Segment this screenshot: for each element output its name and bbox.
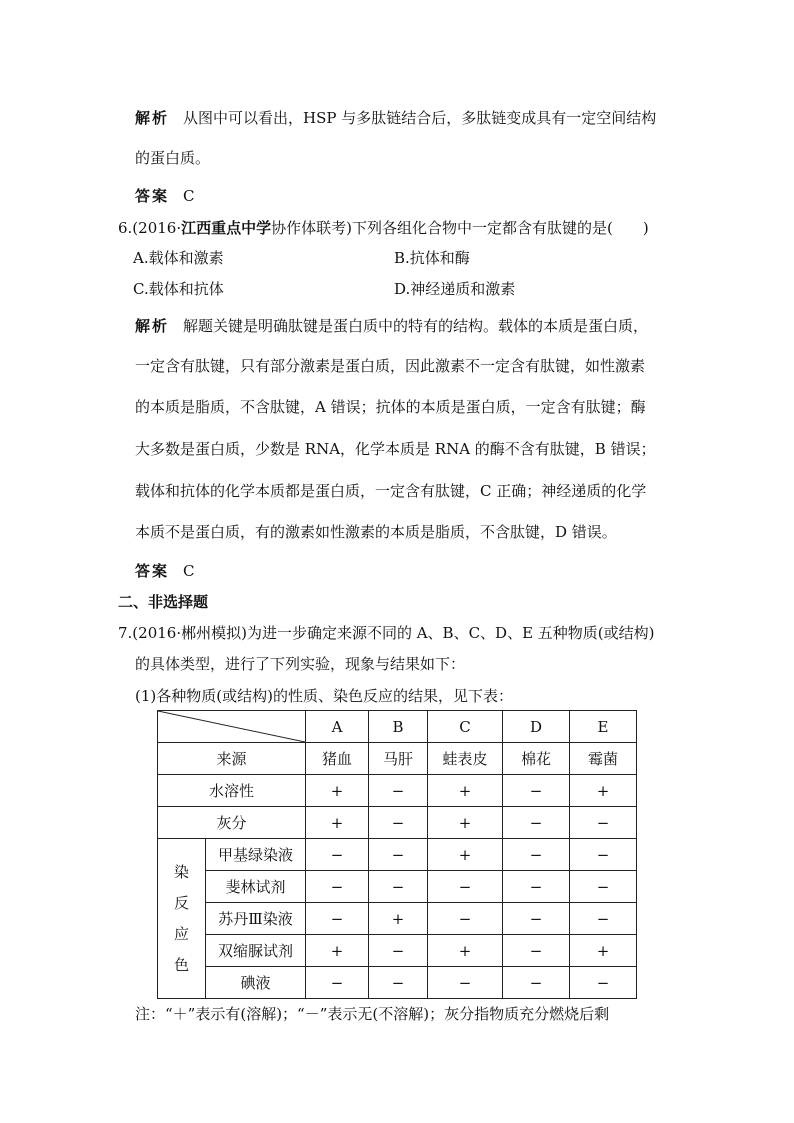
table-cell: + xyxy=(306,935,369,967)
group-label-char: 染 xyxy=(173,862,189,881)
analysis-text-line: 本质不是蛋白质，有的激素如性激素的本质是脂质，不含肽键，D 错误。 xyxy=(135,523,617,541)
table-cell: − xyxy=(306,839,369,871)
analysis-text-line: 载体和抗体的化学本质都是蛋白质，一定含有肽键，C 正确；神经递质的化学 xyxy=(135,482,647,500)
table-cell: + xyxy=(306,807,369,839)
analysis-text-line: 的本质是脂质，不含肽键，A 错误；抗体的本质是蛋白质，一定含有肽键；酶 xyxy=(135,398,646,416)
table-cell: − xyxy=(570,807,637,839)
table-cell: − xyxy=(503,967,570,999)
table-row xyxy=(158,839,637,871)
row-label: 碘液 xyxy=(206,967,306,999)
table-cell: − xyxy=(369,839,428,871)
diagonal-header-cell xyxy=(158,711,306,743)
option-a: A.载体和激素 xyxy=(133,249,224,267)
table-cell: − xyxy=(503,903,570,935)
analysis-text-line: 从图中可以看出，HSP 与多肽链结合后，多肽链变成具有一定空间结构 xyxy=(183,109,657,127)
table-cell: − xyxy=(503,775,570,807)
table-cell: + xyxy=(306,775,369,807)
row-label: 水溶性 xyxy=(158,775,306,807)
question-6-suffix: 协作体联考)下列各组化合物中一定都含有肽键的是( ) xyxy=(271,219,649,237)
question-6-stem xyxy=(118,218,649,238)
group-label-char: 反 xyxy=(173,893,189,912)
answer-label: 答案 xyxy=(135,187,170,205)
question-7-line-1: 7.(2016·郴州模拟)为进一步确定来源不同的 A、B、C、D、E 五种物质(或结构) xyxy=(118,624,655,642)
analysis-text-line: 一定含有肽键，只有部分激素是蛋白质，因此激素不一定含有肽键，如性激素 xyxy=(135,357,646,375)
row-label: 来源 xyxy=(158,743,306,775)
stain-reaction-group-label xyxy=(158,839,206,999)
row-label: 苏丹Ⅲ染液 xyxy=(206,903,306,935)
answer-label: 答案 xyxy=(135,562,170,580)
table-cell: − xyxy=(503,807,570,839)
question-7-line-2: 的具体类型，进行了下列实验，现象与结果如下： xyxy=(135,655,466,673)
option-b: B.抗体和酶 xyxy=(394,249,470,267)
table-cell: − xyxy=(306,967,369,999)
analysis-label: 解析 xyxy=(135,109,170,127)
row-label: 斐林试剂 xyxy=(206,871,306,903)
table-cell: − xyxy=(428,967,503,999)
question-7-line-3: (1)各种物质(或结构)的性质、染色反应的结果，见下表： xyxy=(135,687,513,705)
table-row xyxy=(158,967,637,999)
table-note: 注：“＋”表示有(溶解)；“－”表示无(不溶解)；灰分指物质充分燃烧后剩 xyxy=(135,1005,610,1023)
section-2-title: 二、非选择题 xyxy=(118,593,209,611)
row-label: 甲基绿染液 xyxy=(206,839,306,871)
table-cell: − xyxy=(503,839,570,871)
analysis-text-line: 的蛋白质。 xyxy=(135,149,211,167)
option-c: C.载体和抗体 xyxy=(133,280,224,298)
table-cell: − xyxy=(428,871,503,903)
row-label: 双缩脲试剂 xyxy=(206,935,306,967)
table-cell: − xyxy=(503,935,570,967)
table-cell: + xyxy=(428,807,503,839)
table-cell: + xyxy=(570,935,637,967)
table-cell: 猪血 xyxy=(306,743,369,775)
table-cell: − xyxy=(570,967,637,999)
table-cell: + xyxy=(369,903,428,935)
table-cell: − xyxy=(570,871,637,903)
group-label-char: 应 xyxy=(173,924,189,943)
row-label: 灰分 xyxy=(158,807,306,839)
table-row xyxy=(158,743,637,775)
option-d: D.神经递质和激素 xyxy=(394,280,516,298)
column-header: A xyxy=(306,711,369,743)
table-cell: + xyxy=(428,775,503,807)
analysis-text-line: 大多数是蛋白质，少数是 RNA，化学本质是 RNA 的酶不含有肽键，B 错误； xyxy=(135,440,656,458)
answer-block-6 xyxy=(135,561,195,581)
experiment-results-table xyxy=(157,710,637,999)
group-label-char: 色 xyxy=(173,955,189,974)
table-cell: 马肝 xyxy=(369,743,428,775)
table-cell: + xyxy=(570,775,637,807)
table-cell: 蛙表皮 xyxy=(428,743,503,775)
table-cell: + xyxy=(428,935,503,967)
table-cell: − xyxy=(570,903,637,935)
question-6-prefix: 6.(2016· xyxy=(118,219,182,237)
answer-block-5 xyxy=(135,186,195,206)
table-cell: − xyxy=(369,967,428,999)
table-cell: + xyxy=(428,839,503,871)
table-row xyxy=(158,807,637,839)
column-header: B xyxy=(369,711,428,743)
table-cell: 棉花 xyxy=(503,743,570,775)
table-row xyxy=(158,871,637,903)
table-cell: − xyxy=(503,871,570,903)
table-header-row xyxy=(158,711,637,743)
column-header: D xyxy=(503,711,570,743)
table-row xyxy=(158,775,637,807)
table-cell: − xyxy=(369,871,428,903)
answer-value: C xyxy=(183,562,195,580)
table-cell: 霉菌 xyxy=(570,743,637,775)
table-cell: − xyxy=(428,903,503,935)
diagonal-line xyxy=(158,711,305,742)
table-cell: − xyxy=(369,807,428,839)
column-header: E xyxy=(570,711,637,743)
question-6-source: 江西重点中学 xyxy=(181,219,272,237)
analysis-text-line: 解题关键是明确肽键是蛋白质中的特有的结构。载体的本质是蛋白质， xyxy=(183,317,649,335)
table-cell: − xyxy=(369,935,428,967)
analysis-label: 解析 xyxy=(135,317,170,335)
analysis-block-5 xyxy=(135,108,656,128)
answer-value: C xyxy=(183,187,195,205)
analysis-block-6 xyxy=(135,316,648,336)
table-cell: − xyxy=(306,871,369,903)
table-cell: − xyxy=(306,903,369,935)
table-row xyxy=(158,935,637,967)
table-cell: − xyxy=(570,839,637,871)
column-header: C xyxy=(428,711,503,743)
table-cell: − xyxy=(369,775,428,807)
table-row xyxy=(158,903,637,935)
